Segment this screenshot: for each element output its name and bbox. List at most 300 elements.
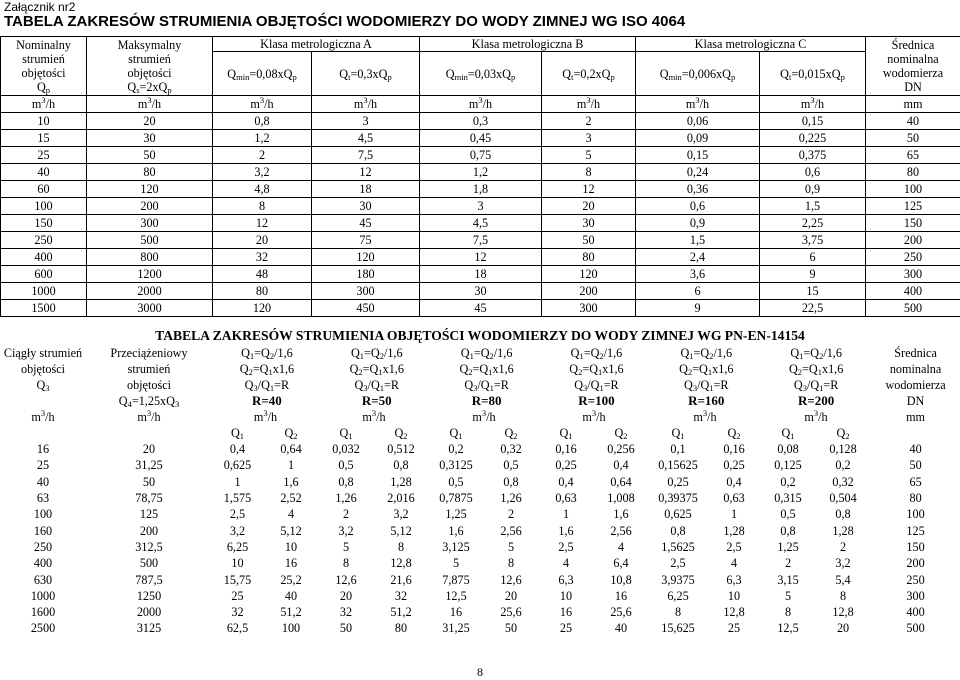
t2-formula-cell — [542, 377, 652, 393]
t1-cell: 150 — [1, 215, 87, 232]
t2-cell: 150 — [871, 539, 960, 555]
t1-cell: 0,15 — [760, 113, 866, 130]
t2-cell: 0,5 — [429, 474, 483, 490]
formula-sub: p — [731, 72, 735, 82]
unit-suffix: /h — [45, 410, 54, 424]
t1-cell: 150 — [866, 215, 960, 232]
f-b-sub: 2 — [270, 351, 274, 361]
t2-cell: 50 — [86, 474, 212, 490]
f-b: =Q — [253, 362, 269, 376]
t2-q1-label — [429, 425, 483, 441]
q-sub: 1 — [240, 431, 244, 441]
f-a-sub: 3 — [803, 383, 807, 393]
table-row — [1, 266, 960, 283]
unit-sup: 3 — [703, 409, 707, 418]
f-a-sub: 3 — [473, 383, 477, 393]
t2-cell: 15,75 — [212, 571, 263, 587]
t2-unit-cell — [86, 409, 212, 425]
t2-formula-cell — [322, 345, 432, 361]
t2-cell: 0,504 — [815, 490, 871, 506]
t1-formula-header — [312, 52, 420, 96]
t2-cell: 0,25 — [707, 457, 761, 473]
unit-m: m — [31, 410, 40, 424]
unit-m: m — [250, 97, 259, 111]
t2-cell: 125 — [86, 506, 212, 522]
t1-class-b: Klasa metrologiczna B — [420, 37, 636, 52]
f-a-sub: 3 — [583, 383, 587, 393]
t1-cell: 400 — [866, 283, 960, 300]
formula-q: Q — [227, 67, 236, 81]
q-sub: 2 — [293, 431, 297, 441]
t1-cell: 250 — [866, 249, 960, 266]
t1-cell: 50 — [542, 232, 636, 249]
f-a-sub: 3 — [363, 383, 367, 393]
t1-cell: 9 — [636, 300, 760, 317]
t1-cell: 0,8 — [213, 113, 312, 130]
t1-cell: 0,75 — [420, 147, 542, 164]
f-a: Q — [574, 378, 583, 392]
t2-cell: 63 — [0, 490, 86, 506]
t1-cell: 6 — [636, 283, 760, 300]
table-row — [1, 164, 960, 181]
t1-cell: 20 — [542, 198, 636, 215]
t2-cell: 12,8 — [815, 604, 871, 620]
t2-formula-line — [212, 361, 871, 377]
formula-sub: t — [571, 72, 573, 82]
t2-cell: 1600 — [0, 604, 86, 620]
f-c: =R — [714, 378, 729, 392]
f-b-sub: 2 — [819, 351, 823, 361]
q-sub: 1 — [680, 431, 684, 441]
t2-cell: 80 — [871, 490, 960, 506]
t2-header-dn — [871, 345, 960, 409]
t2-dn-line: wodomierza — [871, 377, 960, 393]
unit-sup: 3 — [260, 96, 264, 105]
t1-cell: 3 — [420, 198, 542, 215]
t2-cell: 3125 — [86, 620, 212, 636]
t1-formula-header — [760, 52, 866, 96]
f-b-sub: 1 — [270, 383, 274, 393]
f-b-sub: 1 — [708, 367, 712, 377]
t1-formula-header — [420, 52, 542, 96]
t1-cell: 3000 — [87, 300, 213, 317]
t1-cell: 300 — [866, 266, 960, 283]
formula-coef: =0,03xQ — [468, 67, 511, 81]
unit-suffix: /h — [483, 97, 492, 111]
formula-q: Q — [660, 67, 669, 81]
t1-dn-line: wodomierza — [866, 66, 960, 80]
t2-cell: 20 — [483, 588, 539, 604]
table-row — [0, 571, 960, 587]
t2-q1-label — [539, 425, 593, 441]
t2-unit-cell — [319, 409, 429, 425]
t2-cell: 25 — [539, 620, 593, 636]
unit-suffix: /h — [815, 97, 824, 111]
t2-formula-area — [212, 345, 871, 409]
q-sub: 1 — [458, 431, 462, 441]
t1-cell: 60 — [1, 181, 87, 198]
t2-cell: 1,28 — [815, 522, 871, 538]
t2-cell: 0,256 — [593, 441, 649, 457]
t1-unit-cell — [213, 96, 312, 113]
t2-cell: 160 — [0, 522, 86, 538]
t2-cell: 500 — [871, 620, 960, 636]
q-label: Q — [231, 426, 240, 440]
t2-cell: 20 — [86, 441, 212, 457]
t1-cell: 0,24 — [636, 164, 760, 181]
t1-cell: 1,2 — [420, 164, 542, 181]
t2-cell: 25 — [0, 457, 86, 473]
t2-cell: 40 — [263, 588, 319, 604]
t2-cell: 3,2 — [319, 522, 373, 538]
t1-cell: 40 — [1, 164, 87, 181]
t2-unit-cell — [429, 409, 539, 425]
t1-cell: 450 — [312, 300, 420, 317]
q-label: Q — [837, 426, 846, 440]
t2-cell: 10 — [263, 539, 319, 555]
t1-cell: 200 — [866, 232, 960, 249]
t1-cell: 1,5 — [760, 198, 866, 215]
t2-cell: 6,25 — [212, 539, 263, 555]
t2-cell: 32 — [212, 604, 263, 620]
t1-unit-cell — [420, 96, 542, 113]
t2-cell: 630 — [0, 571, 86, 587]
f-a: Q — [679, 362, 688, 376]
t2-q2-label — [263, 425, 319, 441]
t2-cell: 1250 — [86, 588, 212, 604]
t2-cell: 0,4 — [539, 474, 593, 490]
t2-cell: 32 — [373, 588, 429, 604]
q-label: Q — [559, 426, 568, 440]
t2-formula-cell — [761, 345, 871, 361]
f-c: x1,6 — [492, 362, 513, 376]
unit-sup: 3 — [41, 96, 45, 105]
unit-m: m — [469, 97, 478, 111]
f-a-sub: 1 — [579, 351, 583, 361]
t1-cell: 120 — [312, 249, 420, 266]
t2-cell: 0,15625 — [649, 457, 707, 473]
t2-cell: 51,2 — [263, 604, 319, 620]
t1-cell: 18 — [312, 181, 420, 198]
t2-formula-grid — [212, 345, 871, 409]
t2-formula-cell: R=160 — [651, 393, 761, 409]
t1-cell: 25 — [1, 147, 87, 164]
f-b-sub: 1 — [380, 383, 384, 393]
t1-cell: 30 — [542, 215, 636, 232]
f-a: Q — [350, 362, 359, 376]
t2-cell: 3,2 — [212, 522, 263, 538]
t1-cell: 30 — [420, 283, 542, 300]
t1-unit-cell — [312, 96, 420, 113]
t1-cell: 65 — [866, 147, 960, 164]
t1-header-dn — [866, 37, 960, 96]
t2-cell: 0,8 — [483, 474, 539, 490]
t1-class-a: Klasa metrologiczna A — [213, 37, 420, 52]
unit-m: m — [577, 97, 586, 111]
f-b: /Q — [477, 378, 489, 392]
table-row — [1, 113, 960, 130]
f-b-sub: 1 — [709, 383, 713, 393]
f-a: Q — [459, 362, 468, 376]
t1-cell: 100 — [866, 181, 960, 198]
f-a: Q — [569, 362, 578, 376]
t1-cell: 200 — [87, 198, 213, 215]
t2-dn-line: nominalna — [871, 361, 960, 377]
f-b: =Q — [474, 346, 490, 360]
f-a-sub: 1 — [689, 351, 693, 361]
f-a: Q — [789, 362, 798, 376]
f-b-sub: 1 — [819, 383, 823, 393]
t1-cell: 22,5 — [760, 300, 866, 317]
f-c: x1,6 — [273, 362, 294, 376]
t1-cell: 3,75 — [760, 232, 866, 249]
t2-formula-line — [212, 393, 871, 409]
t2-cell: 25 — [212, 588, 263, 604]
t1-cell: 0,45 — [420, 130, 542, 147]
t1-cell: 10 — [1, 113, 87, 130]
t1-unit-cell — [636, 96, 760, 113]
f-b: =Q — [363, 362, 379, 376]
t1-cell: 15 — [1, 130, 87, 147]
t2-cell: 1 — [539, 506, 593, 522]
q-sub: 1 — [568, 431, 572, 441]
t1-cell: 75 — [312, 232, 420, 249]
t2-formula-cell — [651, 377, 761, 393]
t2-cell: 1000 — [0, 588, 86, 604]
t2-cell: 25,2 — [263, 571, 319, 587]
t1-cell: 4,8 — [213, 181, 312, 198]
f-b: =Q — [694, 346, 710, 360]
t2-cell: 16 — [429, 604, 483, 620]
t2-cell: 1,008 — [593, 490, 649, 506]
t1-header-max — [87, 37, 213, 96]
unit-suffix: /h — [368, 97, 377, 111]
unit-sup: 3 — [41, 409, 45, 418]
formula-sub: p — [387, 72, 391, 82]
q-sub: 2 — [513, 431, 517, 441]
t2-q-empty — [871, 425, 960, 441]
q-label: Q — [727, 426, 736, 440]
f-c: =R — [274, 378, 289, 392]
unit-suffix: /h — [151, 410, 160, 424]
table-row — [0, 522, 960, 538]
table-row — [0, 555, 960, 571]
t2-h1-line: objętości — [0, 361, 86, 377]
t2-cell: 12,6 — [319, 571, 373, 587]
t1-class-c: Klasa metrologiczna C — [636, 37, 866, 52]
q-label: Q — [614, 426, 623, 440]
t2-cell: 0,32 — [815, 474, 871, 490]
t2-cell: 5 — [319, 539, 373, 555]
t2-cell: 0,16 — [539, 441, 593, 457]
f-c: /1,6 — [274, 346, 293, 360]
t1-cell: 300 — [87, 215, 213, 232]
f-a-sub: 2 — [249, 367, 253, 377]
t1-cell: 0,3 — [420, 113, 542, 130]
f-b-sub: 2 — [599, 351, 603, 361]
t2-q1-label — [212, 425, 263, 441]
t2-formula-cell: R=100 — [542, 393, 652, 409]
t2-cell: 1 — [263, 457, 319, 473]
f-a: Q — [571, 346, 580, 360]
t2-cell: 2000 — [86, 604, 212, 620]
t1-cell: 8 — [542, 164, 636, 181]
f-a-sub: 1 — [250, 351, 254, 361]
t2-cell: 5 — [429, 555, 483, 571]
t2-cell: 3,15 — [761, 571, 815, 587]
t2-cell: 12,8 — [707, 604, 761, 620]
t2-cell: 2 — [483, 506, 539, 522]
unit-suffix: /h — [591, 97, 600, 111]
t2-cell: 2,5 — [212, 506, 263, 522]
table-row — [1, 249, 960, 266]
t2-cell: 1,28 — [373, 474, 429, 490]
t2-cell: 1,25 — [761, 539, 815, 555]
t2-cell: 4 — [263, 506, 319, 522]
t2-cell: 16 — [0, 441, 86, 457]
t2-cell: 15,625 — [649, 620, 707, 636]
f-a-sub: 1 — [470, 351, 474, 361]
t1-cell: 800 — [87, 249, 213, 266]
t2-cell: 0,5 — [483, 457, 539, 473]
unit-m: m — [138, 97, 147, 111]
unit-sup: 3 — [147, 96, 151, 105]
f-c: /1,6 — [604, 346, 623, 360]
unit-sup: 3 — [147, 409, 151, 418]
t2-cell: 1,5625 — [649, 539, 707, 555]
formula-q: Q — [446, 67, 455, 81]
q-label: Q — [504, 426, 513, 440]
t1-cell: 0,15 — [636, 147, 760, 164]
unit-m: m — [254, 410, 263, 424]
f-a: Q — [790, 346, 799, 360]
f-b: /Q — [258, 378, 270, 392]
annex-label: Załącznik nr2 — [4, 0, 75, 14]
f-b: =Q — [803, 346, 819, 360]
unit-sup: 3 — [695, 96, 699, 105]
t1-cell: 18 — [420, 266, 542, 283]
q-sub: 1 — [790, 431, 794, 441]
unit-suffix: /h — [264, 97, 273, 111]
t2-cell: 8 — [319, 555, 373, 571]
f-b-sub: 2 — [490, 351, 494, 361]
q-label: Q — [781, 426, 790, 440]
formula-q: Q — [562, 67, 571, 81]
t2-cell: 4 — [707, 555, 761, 571]
t2-cell: 0,8 — [373, 457, 429, 473]
t2-formula-line — [212, 345, 871, 361]
page-number: 8 — [0, 665, 960, 680]
unit-sup: 3 — [482, 409, 486, 418]
t1-cell: 120 — [213, 300, 312, 317]
f-c: =R — [823, 378, 838, 392]
t2-cell: 10 — [212, 555, 263, 571]
t2-cell: 2,016 — [373, 490, 429, 506]
t2-cell: 0,125 — [761, 457, 815, 473]
t1-cell: 3,2 — [213, 164, 312, 181]
t2-cell: 50 — [319, 620, 373, 636]
t2-cell: 0,315 — [761, 490, 815, 506]
formula-sub: p — [511, 72, 515, 82]
formula-sub: p — [292, 72, 296, 82]
t2-cell: 2,5 — [539, 539, 593, 555]
t2-cell: 0,3125 — [429, 457, 483, 473]
t2-q2-label — [373, 425, 429, 441]
t2-cell: 62,5 — [212, 620, 263, 636]
f-c: /1,6 — [713, 346, 732, 360]
t1-cell: 3 — [542, 130, 636, 147]
table-row — [1, 300, 960, 317]
unit-sup: 3 — [586, 96, 590, 105]
t2-cell: 400 — [0, 555, 86, 571]
t2-cell: 12,8 — [373, 555, 429, 571]
t2-h1-line: Ciągły strumień — [0, 345, 86, 361]
f-b-sub: 1 — [269, 367, 273, 377]
t2-cell: 6,3 — [707, 571, 761, 587]
f-b-sub: 1 — [378, 367, 382, 377]
t2-formula-cell — [761, 377, 871, 393]
t2-cell: 31,25 — [86, 457, 212, 473]
q-sub: 2 — [845, 431, 849, 441]
t1-cell: 2 — [542, 113, 636, 130]
t2-cell: 20 — [319, 588, 373, 604]
t1-cell: 20 — [87, 113, 213, 130]
t1-cell: 45 — [312, 215, 420, 232]
t2-q2-label — [483, 425, 539, 441]
t2-cell: 2 — [815, 539, 871, 555]
t2-formula-cell — [212, 345, 322, 361]
t2-formula-cell — [212, 377, 322, 393]
t1-cell: 50 — [866, 130, 960, 147]
t2-q2-label — [707, 425, 761, 441]
t1-dn-line: Średnica — [866, 38, 960, 52]
t1-cell: 80 — [542, 249, 636, 266]
unit-m: m — [582, 410, 591, 424]
formula-q: Q — [339, 67, 348, 81]
t1-cell: 0,9 — [760, 181, 866, 198]
t2-cell: 8 — [373, 539, 429, 555]
t1-cell: 50 — [87, 147, 213, 164]
t2-cell: 5,12 — [263, 522, 319, 538]
t2-cell: 6,3 — [539, 571, 593, 587]
t2-cell: 0,8 — [815, 506, 871, 522]
q-label: Q — [284, 426, 293, 440]
f-c: /1,6 — [384, 346, 403, 360]
t2-cell: 100 — [263, 620, 319, 636]
f-a-sub: 2 — [358, 367, 362, 377]
f-a: Q — [245, 378, 254, 392]
t2-cell: 2 — [761, 555, 815, 571]
t1-cell: 30 — [87, 130, 213, 147]
t2-q2-label — [593, 425, 649, 441]
t2-formula-cell — [432, 361, 542, 377]
f-a: Q — [461, 346, 470, 360]
t1-unit-cell — [1, 96, 87, 113]
formula-coef: =0,3xQ — [350, 67, 387, 81]
t2-cell: 16 — [539, 604, 593, 620]
t2-cell: 0,2 — [761, 474, 815, 490]
table-row — [1, 147, 960, 164]
t2-header-overload — [86, 345, 212, 409]
table1-title: TABELA ZAKRESÓW STRUMIENIA OBJĘTOŚCI WODOMIERZY DO WODY ZIMNEJ WG ISO 4064 — [4, 13, 685, 30]
t1-cell: 20 — [213, 232, 312, 249]
formula-coef: =0,015xQ — [791, 67, 840, 81]
t2-cell: 25,6 — [593, 604, 649, 620]
table-row — [0, 588, 960, 604]
t2-cell: 5,4 — [815, 571, 871, 587]
f-a: Q — [355, 378, 364, 392]
unit-suffix: /h — [700, 97, 709, 111]
